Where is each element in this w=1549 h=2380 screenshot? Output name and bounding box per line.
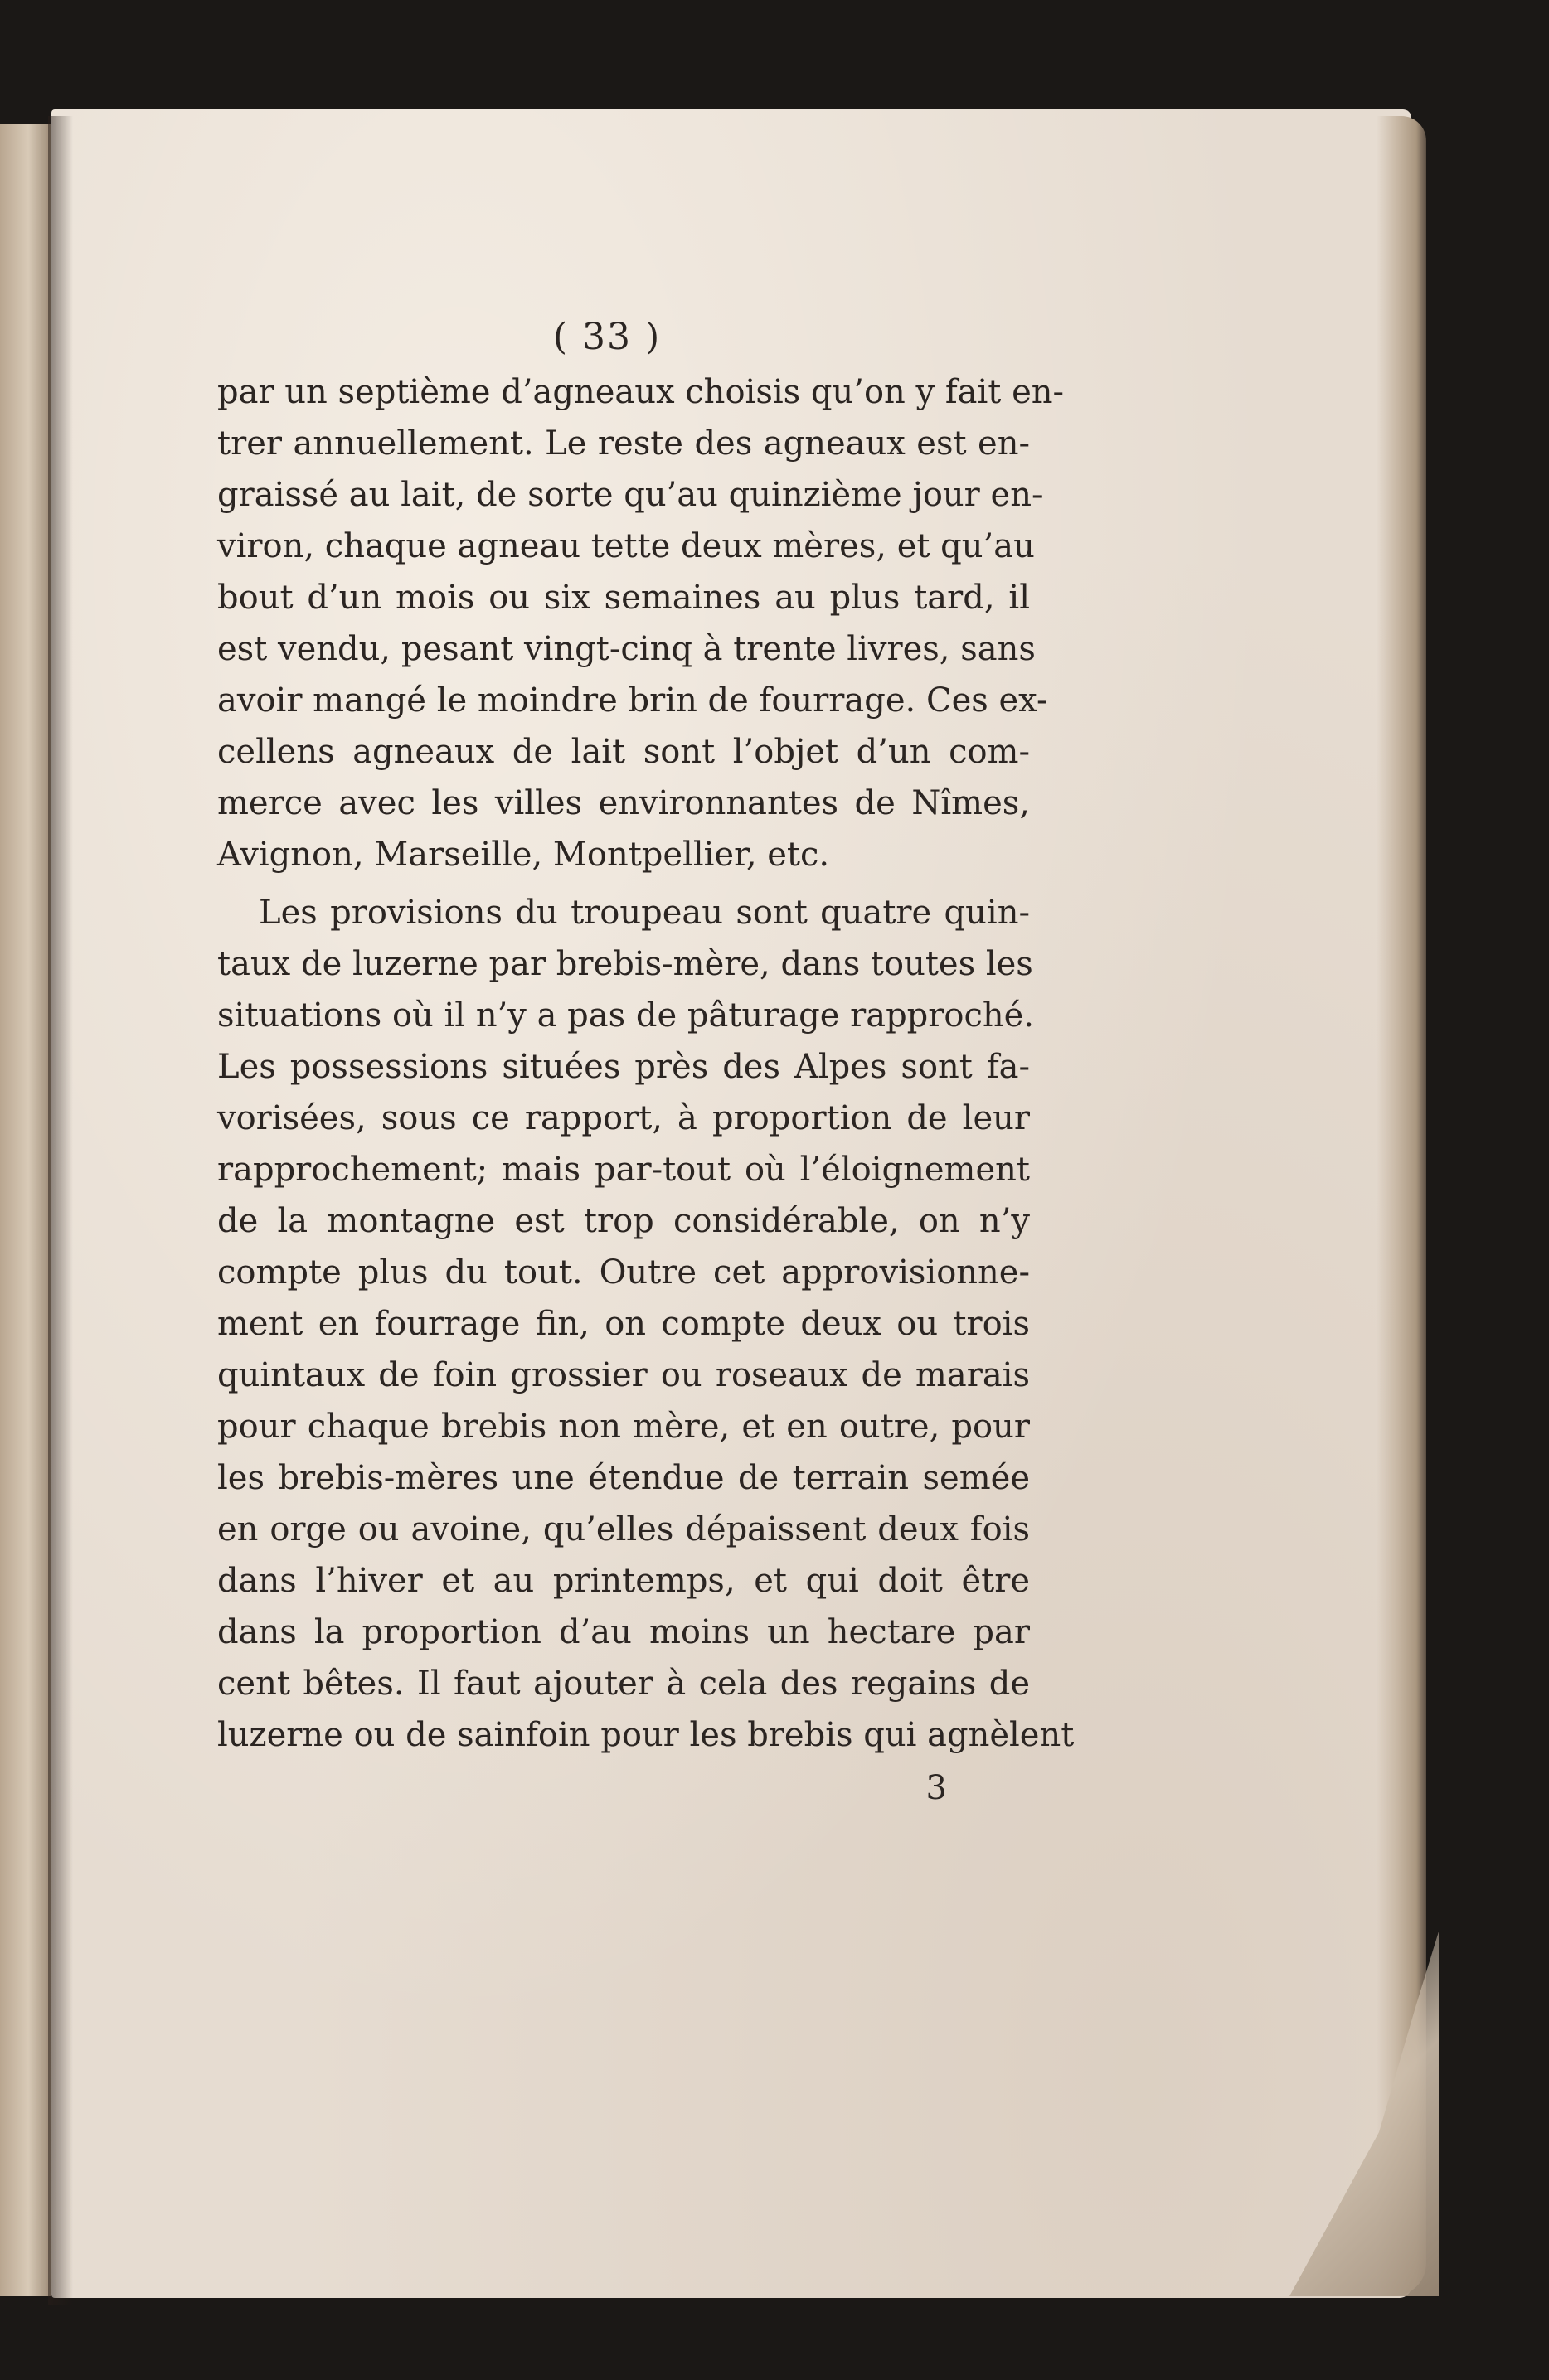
text-line: taux de luzerne par brebis-mère, dans toutes les [217, 945, 1033, 983]
text-line: viron, chaque agneau tette deux mères, et qu’au [217, 527, 1035, 565]
text-line: compte plus du tout. Outre cet approvisionne- [217, 1253, 1030, 1292]
paragraph-1 [217, 366, 1065, 880]
text-line: en orge ou avoine, qu’elles dépaissent deux fois [217, 1510, 1030, 1549]
text-line: luzerne ou de sainfoin pour les brebis qui agnèlent [217, 1716, 1075, 1754]
text-line: trer annuellement. Le reste des agneaux est en- [217, 424, 1030, 463]
text-line: pour chaque brebis non mère, et en outre, pour [217, 1408, 1030, 1446]
text-line: par un septième d’agneaux choisis qu’on y fait en- [217, 373, 1065, 411]
text-line: cellens agneaux de lait sont l’objet d’un com- [217, 733, 1030, 771]
text-line: de la montagne est trop considérable, on n’y [217, 1202, 1030, 1240]
signature-mark: 3 [925, 1769, 947, 1807]
text-line: vorisées, sous ce rapport, à proportion de leur [217, 1099, 1030, 1137]
text-line: Avignon, Marseille, Montpellier, etc. [217, 836, 830, 874]
text-line: cent bêtes. Il faut ajouter à cela des regains de [217, 1665, 1030, 1703]
text-line: quintaux de foin grossier ou roseaux de marais [217, 1356, 1030, 1394]
gutter-shadow [48, 116, 73, 2305]
text-line: ment en fourrage fin, on compte deux ou trois [217, 1305, 1030, 1343]
text-line: les brebis-mères une étendue de terrain semée [217, 1459, 1030, 1497]
previous-page-edge [0, 124, 51, 2296]
text-line: situations où il n’y a pas de pâturage rapproché. [217, 996, 1035, 1035]
page-text [217, 308, 1075, 1814]
text-line: rapprochement; mais par-tout où l’éloignement [217, 1151, 1030, 1189]
text-line: bout d’un mois ou six semaines au plus tard, il [217, 579, 1030, 617]
text-line: Les provisions du troupeau sont quatre quin- [259, 894, 1030, 932]
text-line: est vendu, pesant vingt-cinq à trente livres, sans [217, 630, 1036, 668]
text-line: merce avec les villes environnantes de Nîmes, [217, 784, 1030, 822]
page-number-header: ( 33 ) [552, 316, 662, 358]
page-fore-edge [1377, 116, 1426, 2296]
text-line: graissé au lait, de sorte qu’au quinzième jour en- [217, 476, 1043, 514]
text-line: dans la proportion d’au moins un hectare par [217, 1613, 1030, 1651]
text-line: Les possessions situées près des Alpes sont fa- [217, 1048, 1030, 1086]
text-line: dans l’hiver et au printemps, et qui doit être [217, 1562, 1030, 1600]
text-line: avoir mangé le moindre brin de fourrage. Ces ex- [217, 681, 1048, 720]
paragraph-2 [217, 887, 1075, 1761]
